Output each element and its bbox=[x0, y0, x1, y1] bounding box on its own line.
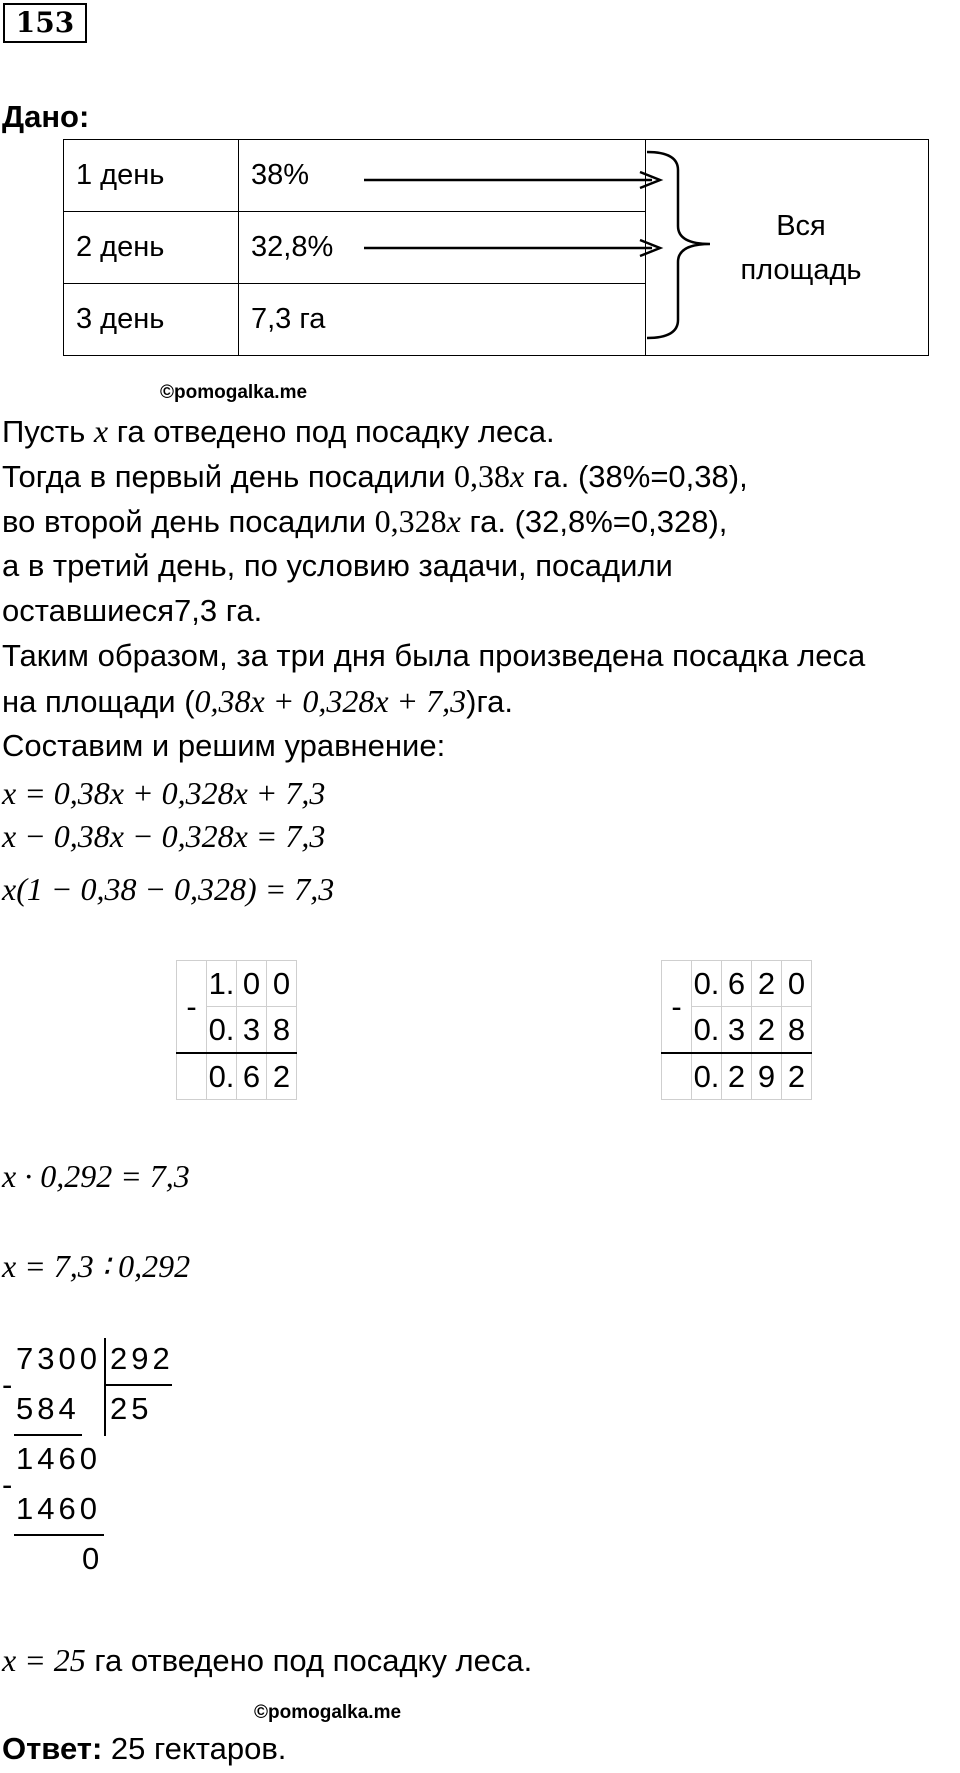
digit-cell: 0. bbox=[692, 961, 722, 1007]
equation: x = 0,38x + 0,328x + 7,3 bbox=[2, 775, 326, 811]
minus-sign: - bbox=[2, 1467, 13, 1502]
digit-cell: 0. bbox=[692, 1007, 722, 1054]
digit-cell: 2 bbox=[782, 1053, 812, 1100]
division-bar bbox=[104, 1338, 106, 1436]
digit-cell: 0. bbox=[207, 1007, 237, 1054]
text-line: Составим и решим уравнение: bbox=[2, 728, 446, 763]
subtrahend: 584 bbox=[16, 1391, 80, 1426]
divisor: 292 bbox=[110, 1341, 174, 1376]
minus-sign: - bbox=[177, 961, 207, 1054]
digit-cell: 8 bbox=[267, 1007, 297, 1054]
digit-cell: 6 bbox=[722, 961, 752, 1007]
problem-number: 153 bbox=[3, 3, 87, 43]
arrow-icon bbox=[364, 240, 660, 256]
equation: x(1 − 0,38 − 0,328) = 7,3 bbox=[2, 871, 335, 907]
underline bbox=[14, 1434, 82, 1436]
given-heading: Дано: bbox=[2, 99, 90, 134]
answer: Ответ: 25 гектаров. bbox=[2, 1731, 287, 1766]
digit-cell: 6 bbox=[237, 1053, 267, 1100]
final-remainder: 0 bbox=[82, 1541, 104, 1576]
minus-sign: - bbox=[662, 961, 692, 1054]
digit-cell: 0 bbox=[237, 961, 267, 1007]
conclusion: x = 25 га отведено под посадку леса. bbox=[2, 1642, 533, 1678]
text-line: Пусть x га отведено под посадку леса. bbox=[2, 413, 555, 449]
equation: x = 7,3 ∶ 0,292 bbox=[2, 1248, 191, 1284]
day-cell: 1 день bbox=[64, 140, 239, 212]
text-line: Таким образом, за три дня была произведена посадка леса bbox=[2, 638, 866, 673]
arrow-icon bbox=[364, 172, 660, 188]
equation: x · 0,292 = 7,3 bbox=[2, 1158, 190, 1194]
underline bbox=[14, 1534, 104, 1536]
minus-sign: - bbox=[2, 1367, 13, 1402]
value-cell: 32,8% bbox=[239, 212, 646, 284]
column-subtraction-1 bbox=[176, 960, 297, 1100]
dividend: 7300 bbox=[16, 1341, 101, 1376]
digit-cell: 2 bbox=[267, 1053, 297, 1100]
digit-cell: 3 bbox=[237, 1007, 267, 1054]
arrows-and-brace bbox=[0, 0, 960, 360]
digit-cell: 0. bbox=[692, 1053, 722, 1100]
digit-cell: 0. bbox=[207, 1053, 237, 1100]
digit-cell: 0 bbox=[782, 961, 812, 1007]
equation: x − 0,38x − 0,328x = 7,3 bbox=[2, 818, 326, 854]
value-cell: 7,3 га bbox=[239, 284, 646, 356]
digit-cell: 1. bbox=[207, 961, 237, 1007]
digit-cell: 3 bbox=[722, 1007, 752, 1054]
total-line1: Вся bbox=[776, 209, 826, 242]
text-line: оставшиеся7,3 га. bbox=[2, 593, 263, 628]
digit-cell: 0 bbox=[267, 961, 297, 1007]
day-cell: 3 день bbox=[64, 284, 239, 356]
text-line: во второй день посадили 0,328x га. (32,8%=0,328), bbox=[2, 503, 728, 539]
watermark: ©pomogalka.me bbox=[160, 382, 308, 403]
digit-cell: 9 bbox=[752, 1053, 782, 1100]
value-cell: 38% bbox=[239, 140, 646, 212]
text-line: а в третий день, по условию задачи, посадили bbox=[2, 548, 673, 583]
digit-cell: 2 bbox=[752, 1007, 782, 1054]
day-cell: 2 день bbox=[64, 212, 239, 284]
digit-cell: 8 bbox=[782, 1007, 812, 1054]
subtrahend: 1460 bbox=[16, 1491, 101, 1526]
total-line2: площадь bbox=[740, 253, 862, 286]
text-line: Тогда в первый день посадили 0,38x га. (38%=0,38), bbox=[2, 458, 748, 494]
quotient-line bbox=[106, 1384, 172, 1386]
quotient: 25 bbox=[110, 1391, 153, 1426]
remainder-row: 1460 bbox=[16, 1441, 101, 1476]
digit-cell: 2 bbox=[752, 961, 782, 1007]
digit-cell: 2 bbox=[722, 1053, 752, 1100]
watermark: ©pomogalka.me bbox=[254, 1702, 402, 1723]
column-subtraction-2 bbox=[661, 960, 812, 1100]
text-line: на площади (0,38x + 0,328x + 7,3)га. bbox=[2, 683, 513, 719]
